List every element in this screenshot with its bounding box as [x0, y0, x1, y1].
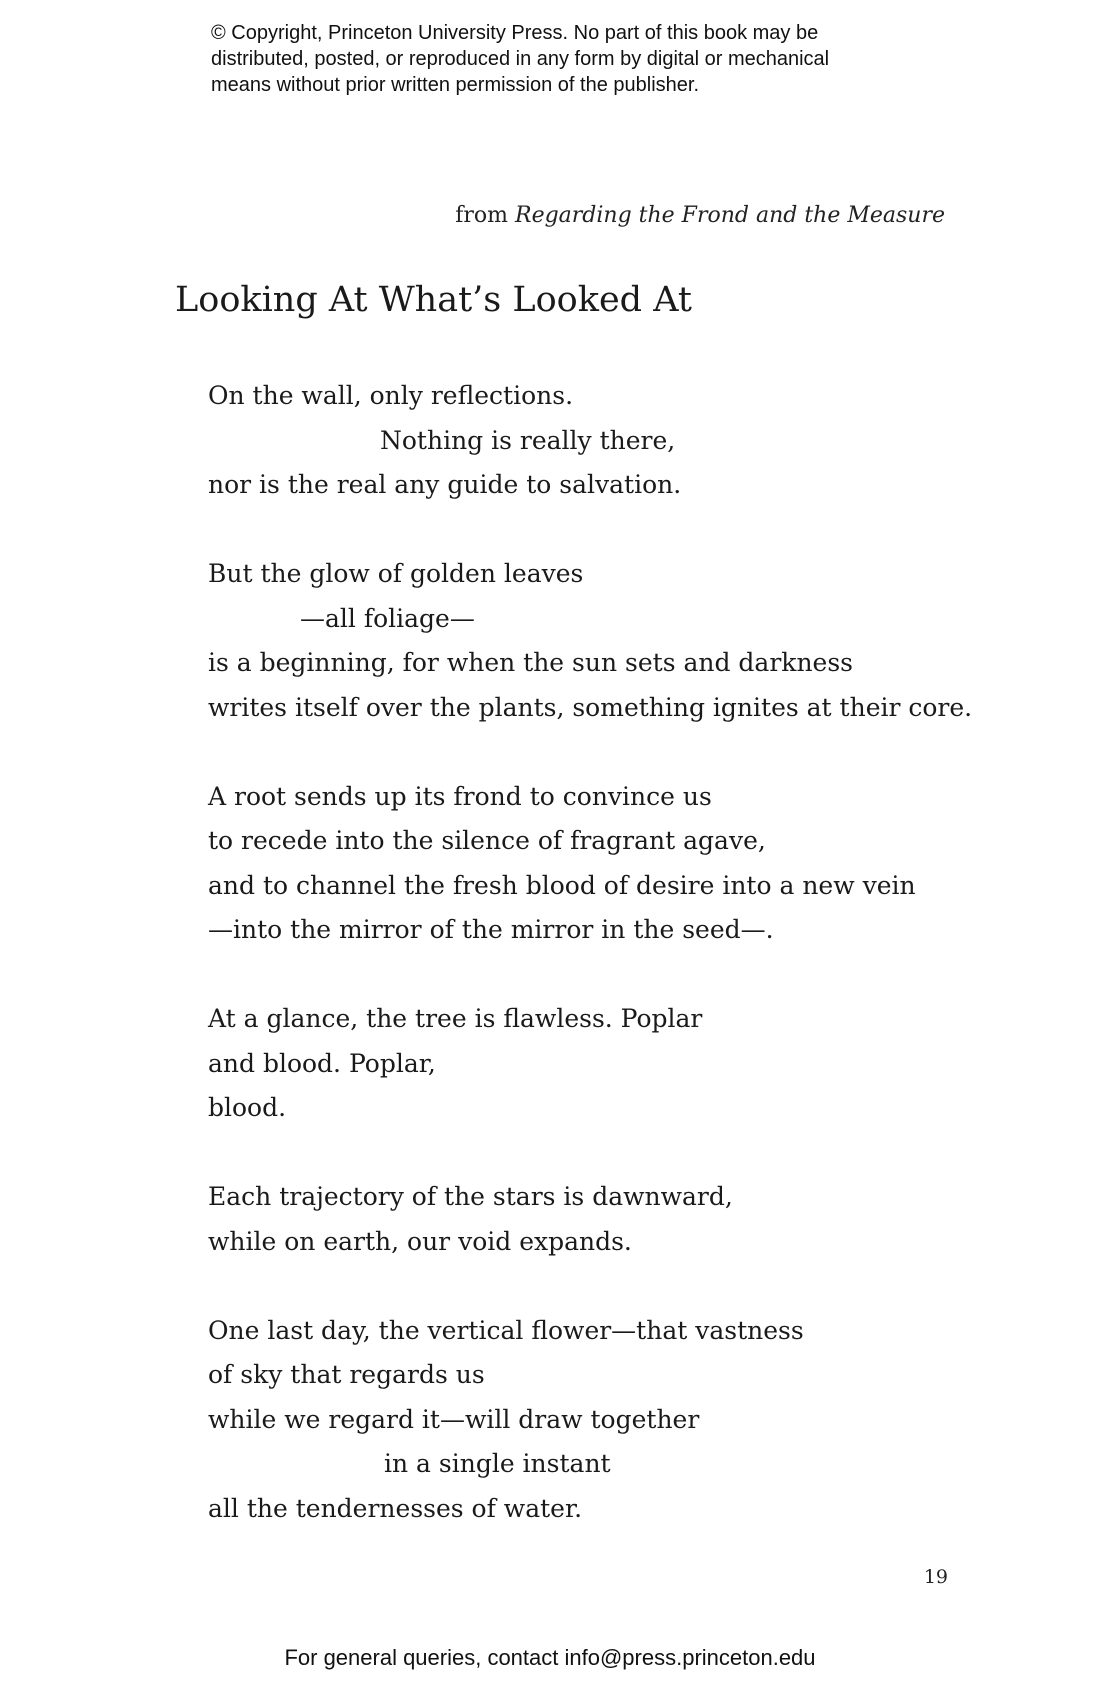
poem-line: blood.: [208, 1093, 287, 1122]
poem-line: A root sends up its frond to convince us: [208, 781, 712, 811]
poem-line: nor is the real any guide to salvation.: [208, 470, 682, 499]
poem-line: of sky that regards us: [208, 1360, 485, 1389]
poem-line: while on earth, our void expands.: [208, 1226, 632, 1256]
poem-line: At a glance, the tree is flawless. Poplar: [208, 1004, 703, 1033]
stanza: [208, 374, 988, 508]
stanza: [208, 1175, 988, 1264]
poem-line: while we regard it—will draw together: [208, 1404, 700, 1434]
stanza: [208, 552, 988, 730]
poem-line: is a beginning, for when the sun sets and darkness: [208, 648, 853, 677]
poem-line: But the glow of golden leaves: [208, 559, 584, 588]
copyright-line: © Copyright, Princeton University Press. No part of this book may be: [211, 22, 819, 44]
stanza: [208, 1309, 988, 1532]
poem-line: and to channel the fresh blood of desire into a new vein: [208, 870, 916, 900]
poem-line: to recede into the silence of fragrant agave,: [208, 826, 766, 855]
poem-line: writes itself over the plants, something ignites at their core.: [208, 692, 973, 722]
poem-line: Each trajectory of the stars is dawnward,: [208, 1182, 733, 1211]
source-prefix: from: [455, 203, 515, 228]
page-number: 19: [923, 1566, 948, 1588]
copyright-notice: [211, 20, 971, 98]
source-book-title: Regarding the Frond and the Measure: [515, 203, 945, 228]
poem-line: On the wall, only reflections.: [208, 381, 574, 410]
poem-line: Nothing is really there,: [380, 425, 676, 455]
poem-line: in a single instant: [384, 1449, 611, 1478]
stanza: [208, 997, 988, 1131]
copyright-line: means without prior written permission of the publisher.: [211, 74, 700, 96]
poem-title: Looking At What’s Looked At: [175, 280, 692, 320]
poem-line: —all foliage—: [300, 603, 475, 633]
poem-body: [208, 374, 988, 1531]
copyright-line: distributed, posted, or reproduced in any form by digital or mechanical: [211, 48, 830, 70]
poem-line: One last day, the vertical flower—that vastness: [208, 1315, 804, 1345]
stanza: [208, 775, 988, 953]
source-attribution: [455, 203, 945, 228]
poem-line: all the tendernesses of water.: [208, 1493, 583, 1523]
contact-footer: For general queries, contact info@press.princeton.edu: [284, 1645, 816, 1670]
poem-line: and blood. Poplar,: [208, 1048, 436, 1078]
poem-line: —into the mirror of the mirror in the seed—.: [208, 915, 774, 944]
